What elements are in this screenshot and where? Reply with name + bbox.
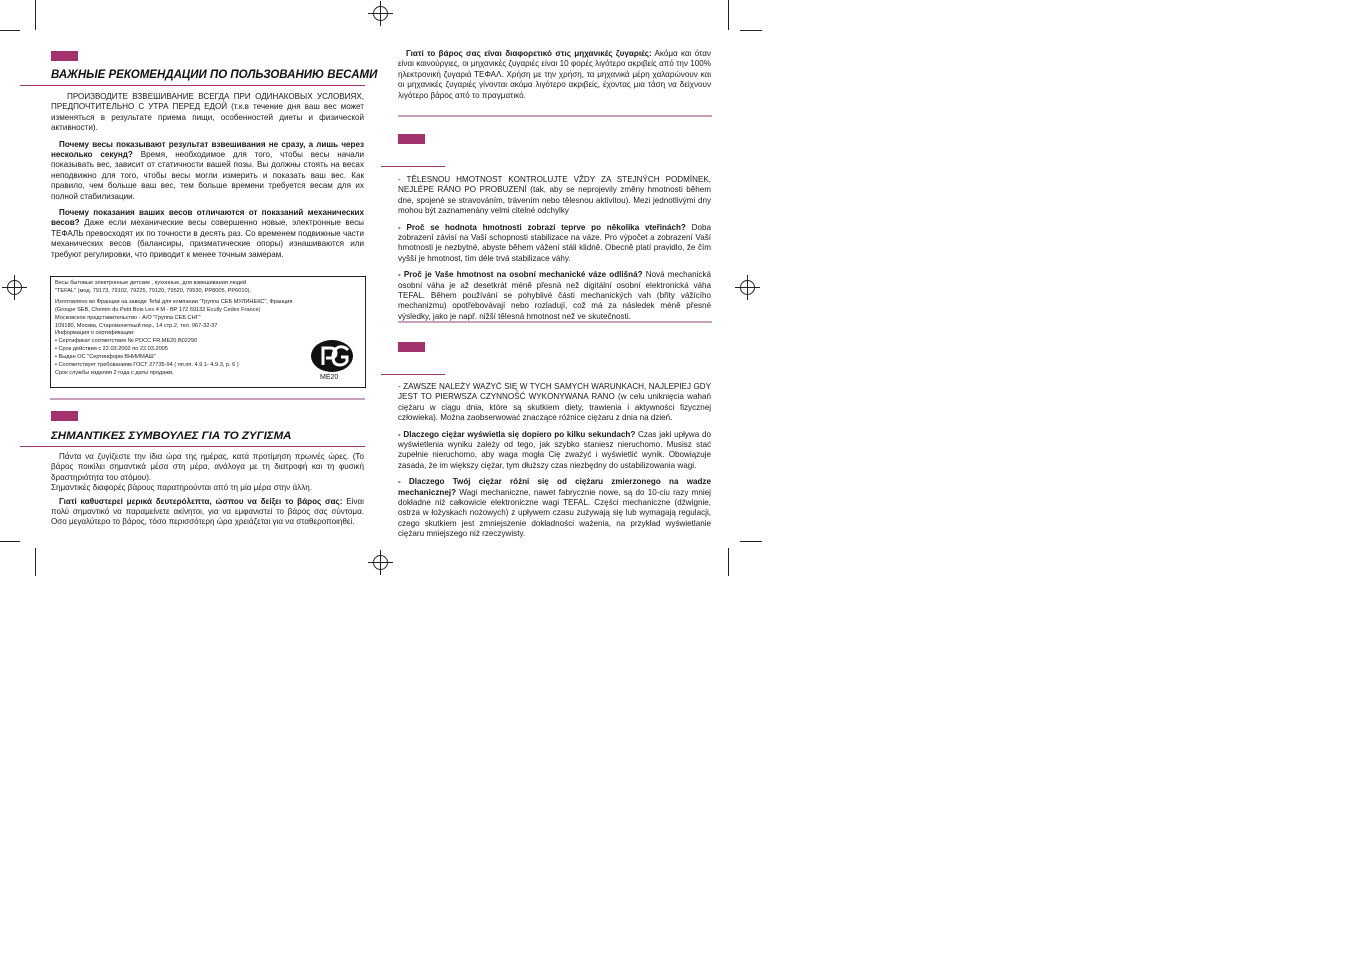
russian-text <box>51 92 364 266</box>
greek-text-right <box>398 49 711 107</box>
heading-underline <box>20 85 365 86</box>
registration-mark <box>373 6 388 21</box>
russian-paragraph <box>51 208 364 260</box>
cert-line: (Groupe SEB, Chemin du Petit Bois Les 4 M - BP 172 69132 Ecully Cedex France) <box>55 306 261 313</box>
russian-question: Почему показания ваших весов отличаются от показаний механических весов? <box>51 208 364 228</box>
greek-answer: Ακόμα και όταν είναι καινούργιες, οι μηχανικές ζυγαριές είναι 10 φορές λιγότερο ακριβείς από την 100% ηλεκτρονική ζυγαριά ΤΕΦΑΛ. Χρήση με την χρήση, τα μηχανικά μέρη χαλαρώνουν και οι μηχανικές ζυγαριές γίνονται ακόμα λιγότερο ακριβείς, έχοντας μια τάση να δείχνουν λιγότερο βάρος από το πραγματικό. <box>398 49 711 100</box>
greek-paragraph <box>398 49 711 101</box>
section-marker <box>51 51 78 61</box>
heading-underline <box>381 166 445 167</box>
cert-line: • Сертификат соответствия № РОСС FR.ME20.B02290 <box>55 338 198 345</box>
crop-mark <box>35 0 36 30</box>
cert-line: Весы бытовые электронные детские , кухонные, для взвешивания людей <box>55 280 247 286</box>
section-divider <box>398 321 712 323</box>
czech-paragraph <box>398 223 711 265</box>
polish-text <box>398 382 711 546</box>
greek-question: Γιατί το βάρος σας είναι διαφορετικό στις μηχανικές ζυγαριές: <box>406 49 652 58</box>
section-marker <box>398 134 425 144</box>
russian-paragraph: ПРОИЗВОДИТЕ ВЗВЕШИВАНИЕ ВСЕГДА ПРИ ОДИНАКОВЫХ УСЛОВИЯХ, ПРЕДПОЧТИТЕЛЬНО С УТРА ПЕРЕД ЕДОЙ (т.к.в течение дня ваш вес может изменяться в результате приема пищи, особенностей диеты и физической активности). <box>51 92 364 133</box>
greek-text <box>51 452 364 534</box>
cert-line: "TEFAL" (мод. 79173, 79102, 79225, 79120, 79520, 79530, PP8005, PP6010). <box>55 287 252 294</box>
certification-mark-code: ME20 <box>320 374 339 381</box>
russian-heading: ВАЖНЫЕ РЕКОМЕНДАЦИИ ПО ПОЛЬЗОВАНИЮ ВЕСАМИ <box>51 69 378 81</box>
czech-question: - Proč je Vaše hmotnost na osobní mechanické váze odlišná? <box>398 270 643 280</box>
polish-paragraph: - ZAWSZE NALEŻY WAŻYĆ SIĘ W TYCH SAMYCH WARUNKACH, NAJLEPIEJ GDY JEST TO PIERWSZA CZYNNOŚĆ WYKONYWANA RANO (w celu uniknięcia wahań ciężaru w ciągu dnia, które są skutkiem diety, trawienia i aktywności fizycznej człowieka). Można zaobserwować znaczące różnice ciężaru z dnia na dzień. <box>398 382 711 423</box>
cert-line: Московское представительство - А/О "Группа СЕБ СНГ" <box>55 314 201 321</box>
russian-answer: Даже если механические весы совершенно новые, электронные весы ТЕФАЛЬ превосходят их по точности в десять раз. Со временем подвижные части механических весов (балансиры, призматические опоры) изнашиваются или требуют регулировки, что приводит к менее точным замерам. <box>51 218 364 259</box>
crop-mark <box>740 30 762 31</box>
russian-paragraph <box>51 140 364 202</box>
polish-paragraph <box>398 477 711 539</box>
crop-mark <box>0 30 20 31</box>
russian-question: Почему весы показывают результат взвешивания не сразу, а лишь через несколько секунд? <box>51 139 364 160</box>
registration-mark <box>373 555 388 570</box>
russian-answer: Время, необходимое для того, чтобы весы начали показывать вес, зависит от статичности вашей позы. Вы должны стоять на весах неподвижно для того, чтобы весы могли измерить и показать ваш вес. Как правило, чем больше ваш вес, тем больше времени требуется весам для их полной стабилизации. <box>51 150 364 201</box>
section-divider <box>398 115 712 117</box>
heading-underline <box>381 374 445 375</box>
greek-answer: Είναι πολύ σημαντικό να παραμείνετε ακίνητοι, για να εμφανιστεί το βάρος σας σύντομα. Οσο μεγαλύτερο το βάρος, τόσο περισσότερη ώρα χρειάζεται για να σταθεροποιηθεί. <box>51 496 364 527</box>
greek-heading: ΣΗΜΑΝΤΙΚΕΣ ΣΥΜΒΟΥΛΕΣ ΓΙΑ ΤΟ ΖΥΓΙΣΜΑ <box>51 430 292 442</box>
czech-paragraph <box>398 270 711 322</box>
czech-answer: Nová mechanická osobní váha je až desetkrát méně přesná než digitální osobní elektronická váha TEFAL. Během používání se pohyblivé části mechanických vah (břity vážícího mechanizmu) opotřebovávají nebo rozladují, což má za následek méně přesné výsledky, jako je např. nižší tělesná hmotnost než ve skutečnosti. <box>398 270 711 321</box>
certification-logo-icon <box>310 339 354 373</box>
czech-question: - Proč se hodnota hmotnosti zobrazí teprve po několika vteřinách? <box>398 222 686 232</box>
polish-question: - Dlaczego Twój ciężar różni się od ciężaru zmierzonego na wadze mechanicznej? <box>398 477 711 497</box>
crop-mark <box>0 541 20 542</box>
greek-line: Πάντα να ζυγίζεστε την ίδια ώρα της ημέρας, κατά προτίμηση πρωινές ώρες. (Το βάρος ποικίλει σημαντικά μέσα στη μέρα, ανάλογα με τη διατροφή και τη φυσική δραστηριότητα του ατόμου). <box>51 452 364 482</box>
greek-paragraph <box>51 497 364 528</box>
cert-line: • Соответствует требованиям ГОСТ 27735-94 ( пп.пп. 4.9.1- 4.9.3, р. 6 ) <box>55 362 239 369</box>
cert-line: • Срок действия с 22.03.2002 по 22.03.2005 <box>55 346 168 353</box>
greek-question: Γιατί καθυστερεί μερικά δευτερόλεπτα, ώσπου να δείξει το βάρος σας: <box>59 496 343 506</box>
polish-paragraph <box>398 430 711 472</box>
section-marker <box>51 411 78 421</box>
crop-mark <box>35 548 36 576</box>
czech-answer: Doba zobrazení závisí na Vaší schopnosti stabilizace na váze. Pro výpočet a zobrazení Vaší hmotnosti je nezbytné, abyste během vážení stáli klidně. Obecně platí pravidlo, že čím vyšší je hmotnost, tím déle trvá stabilizace váhy. <box>398 222 711 263</box>
section-divider <box>50 398 365 400</box>
registration-mark <box>740 280 755 295</box>
crop-mark <box>728 548 729 576</box>
greek-paragraph <box>51 452 364 494</box>
heading-underline <box>20 446 365 447</box>
cert-line: Информация о сертификации: <box>55 330 135 337</box>
greek-line: Σημαντικές διαφορές βάρους παρατηρούνται από τη μία μέρα στην άλλη. <box>51 483 312 493</box>
czech-paragraph: - TĚLESNOU HMOTNOST KONTROLUJTE VŽDY ZA STEJNÝCH PODMÍNEK, NEJLÉPE RÁNO PO PROBUZENÍ (tak, aby se neprojevily změny hmotnosti během dne, spojené se stravováním, trávením nebo tělesnou aktivitou). Mezi jednotlivými dny mohou být zaznamenány velmi citelné odchylky <box>398 175 711 216</box>
crop-mark <box>728 0 729 30</box>
polish-answer: Czas jaki upływa do wyświetlenia wyniku zależy od tego, jak szybko staniesz nieruchomo. Musisz stać zupełnie nieruchomo, aby waga mogła Cię zważyć i wyświetlić wynik. Obowiązuje zasada, że im większy ciężar, tym dłuższy czas niezbędny do ustabilizowania wagi. <box>398 429 711 470</box>
cert-line: Изготовлено во Франции на заводе Tefal для компании "Группа СЕБ МУЛИНЕКС", Франция <box>55 298 293 305</box>
crop-mark <box>740 541 762 542</box>
section-marker <box>398 342 425 352</box>
polish-question: - Dlaczego ciężar wyświetla się dopiero po kilku sekundach? <box>398 429 636 439</box>
cert-line: • Выдан ОС "Сертинформ ВНИИМАШ" <box>55 354 156 361</box>
czech-text <box>398 175 711 328</box>
registration-mark <box>7 280 22 295</box>
cert-line: Срок службы изделия 2 года с даты продажи. <box>55 369 174 376</box>
cert-line: 109180, Москва, Старомонетный пер., 14 стр.2, тел. 967-32-37 <box>55 322 218 329</box>
polish-answer: Wagi mechaniczne, nawet fabrycznie nowe, są do 10-ciu razy mniej dokładne niż całkowicie elektroniczne wagi TEFAL. Części mechaniczne (dźwignie, ostrza w łożyskach nożowych) z upływem czasu zużywają się lub wymagają regulacji, czego skutkiem jest zmniejszenie dokładności ważenia, na przykład wyświetlanie ciężaru mniejszego niż rzeczywisty. <box>398 487 711 539</box>
